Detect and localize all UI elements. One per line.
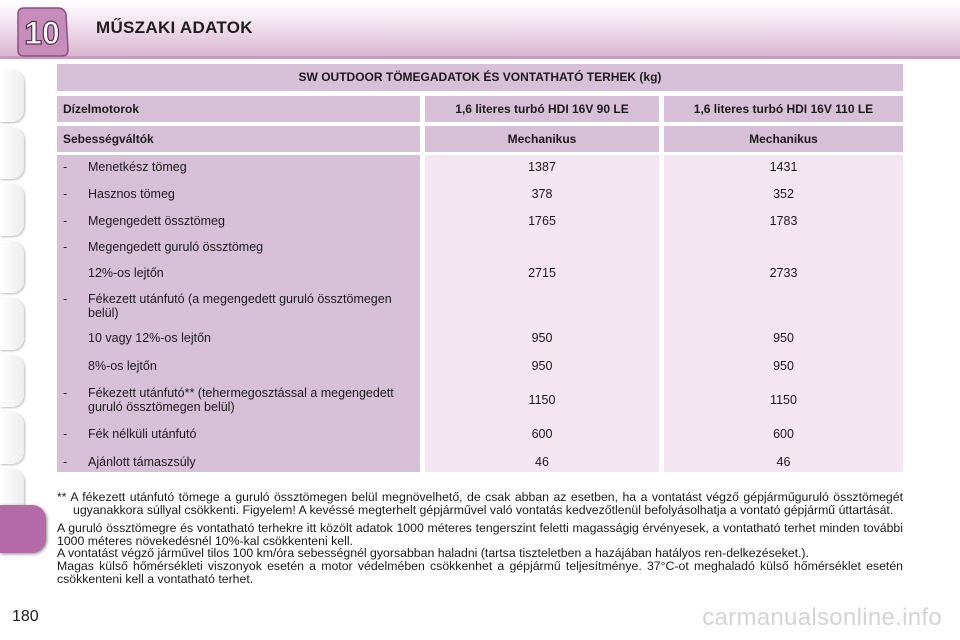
value-col-2: 600 (773, 427, 794, 441)
header-divider (0, 56, 960, 59)
value-col-1: 1765 (528, 214, 556, 228)
notes (57, 491, 903, 585)
engine-label: Dízelmotorok (57, 96, 420, 122)
page-number: 180 (12, 608, 39, 625)
side-tab[interactable] (0, 412, 24, 464)
watermark: carmanualsonline.info (702, 604, 942, 631)
note-paragraph: Magas külső hőmérsékleti viszonyok esetén a motor védelmében csökkenhet a gépjármű teljesítménye. 37°C-ot meghaladó külső hőmérséklet esetén csökkenteni kell a vontatható terhet. (57, 558, 903, 586)
row-dash: - (63, 427, 68, 441)
side-tabs (0, 70, 34, 526)
side-tab[interactable] (0, 241, 24, 293)
value-col-1: 46 (535, 455, 549, 469)
row-label-text: Megengedett guruló össztömeg (88, 240, 264, 254)
chapter-title: MŰSZAKI ADATOK (96, 18, 253, 37)
row-label-text: 10 vagy 12%-os lejtőn (88, 331, 211, 345)
row-dash: - (63, 240, 68, 254)
row-label-text: Menetkész tömeg (88, 160, 187, 174)
value-col-1: 1150 (528, 393, 556, 407)
side-tab-active[interactable] (0, 505, 46, 553)
row-label-text: Fékezett utánfutó** (tehermegosztással a megengedett guruló össztömegen belül) (88, 386, 394, 414)
value-col-1: 950 (531, 331, 553, 345)
row-dash: - (63, 214, 68, 228)
row-dash: - (63, 187, 68, 201)
side-tab[interactable] (0, 70, 24, 122)
value-col-1: 2715 (528, 266, 556, 280)
row-dash: - (63, 292, 68, 306)
side-tab[interactable] (0, 127, 24, 179)
table-body-col-2 (664, 155, 903, 472)
value-col-2: 950 (773, 331, 794, 345)
row-dash: - (63, 455, 68, 469)
value-col-2: 46 (776, 455, 791, 469)
value-col-2: 352 (773, 187, 794, 201)
row-label-text: Fékezett utánfutó (a megengedett guruló össztömegen belül) (88, 292, 392, 320)
value-col-2: 1431 (769, 160, 798, 174)
row-label-text: Hasznos tömeg (88, 187, 175, 201)
value-col-1: 1387 (528, 160, 556, 174)
note-paragraph: A guruló össztömegre és vontatható terhekre itt közölt adatok 1000 méteres tengerszint feletti magasságig érvényesek, a vontatható terhet minden további 1000 méteres növekedésnél 10%-kal csökkenteni kell. (57, 521, 903, 548)
chapter-number: 10 (24, 15, 60, 51)
row-dash: - (63, 160, 68, 174)
engine-2: 1,6 literes turbó HDI 16V 110 LE (664, 96, 903, 122)
footnote: ** A fékezett utánfutó tömege a guruló össztömegen belül megnövelhető, de csak abban az esetben, ha a vontatást végző gépjárműguruló össztömegét ugyanakkora súllyal csökkenti. Figyelem! A kevéssé megterhelt gépjárművel való vontatás kedvezőtlenül befolyásolhatja a vontató gépjármű úttartását. (57, 490, 903, 517)
value-col-1: 378 (531, 187, 553, 201)
value-col-2: 2733 (769, 266, 798, 280)
gearbox-label: Sebességváltók (57, 126, 420, 152)
value-col-1: 950 (531, 359, 553, 373)
value-col-2: 1150 (770, 393, 797, 407)
note-paragraph: A vontatást végző járművel tilos 100 km/óra sebességnél gyorsabban haladni (tartsa tiszteletben a hazájában hatályos ren-delkezéseket.). (57, 546, 809, 561)
gearbox-2: Mechanikus (664, 126, 903, 152)
side-tab[interactable] (0, 298, 24, 350)
table-body-col-1 (425, 155, 659, 472)
row-label-text: 12%-os lejtőn (88, 266, 164, 280)
row-dash: - (63, 386, 68, 400)
side-tab[interactable] (0, 184, 24, 236)
value-col-2: 1783 (769, 214, 798, 228)
row-label-text: 8%-os lejtőn (88, 359, 157, 373)
value-col-1: 600 (531, 427, 553, 441)
row-label-text: Megengedett össztömeg (88, 214, 225, 228)
side-tab[interactable] (0, 355, 24, 407)
row-label-text: Fék nélküli utánfutó (88, 427, 197, 441)
engine-1: 1,6 literes turbó HDI 16V 90 LE (425, 96, 659, 122)
row-label-text: Ajánlott támaszsúly (88, 455, 196, 469)
table-title: SW OUTDOOR TÖMEGADATOK ÉS VONTATHATÓ TERHEK (kg) (57, 64, 903, 91)
gearbox-1: Mechanikus (425, 126, 659, 152)
chapter-number-badge (14, 6, 70, 58)
value-col-2: 950 (773, 359, 794, 373)
